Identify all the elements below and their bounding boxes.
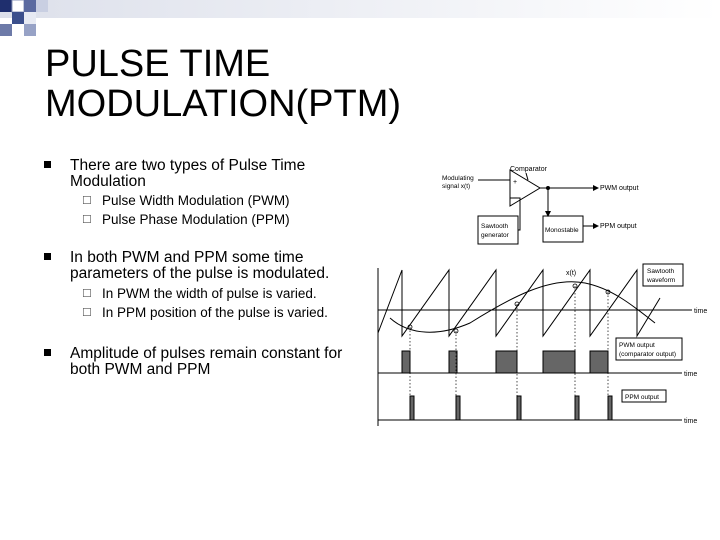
- ptm-figure: [370, 158, 715, 438]
- sawtooth-wave-label-2: waveform: [647, 277, 676, 284]
- pwm-wave-label-1: PWM output: [619, 342, 655, 349]
- pwm-output-label: PWM output: [600, 185, 639, 192]
- pwm-pulse: [590, 351, 608, 373]
- square-bullet-icon: [44, 161, 51, 168]
- title-line-2: MODULATION(PTM): [45, 83, 402, 125]
- pwm-pulse: [402, 351, 410, 373]
- modulating-signal-xt: [390, 282, 655, 333]
- sub-bullet-item: [44, 286, 354, 301]
- ppm-wave-label: PPM output: [625, 394, 659, 401]
- plus-sign: +: [513, 179, 518, 186]
- pwm-pulse: [496, 351, 517, 373]
- pwm-pulse: [543, 351, 575, 373]
- time-label-2: time: [684, 371, 698, 378]
- bullet-item: [44, 250, 354, 282]
- sub-bullet-text: Pulse Width Modulation (PWM): [102, 193, 290, 208]
- waveforms: [378, 264, 707, 426]
- ppm-pulse: [608, 396, 612, 420]
- ppm-pulse: [575, 396, 579, 420]
- bullet-text: In both PWM and PPM some time parameters of the pulse is modulated.: [70, 249, 330, 282]
- bullet-text: Amplitude of pulses remain constant for both PWM and PPM: [70, 345, 343, 378]
- block-diagram: [442, 166, 639, 244]
- sub-bullet-text: In PPM position of the pulse is varied.: [102, 305, 328, 320]
- square-bullet-icon: [44, 253, 51, 260]
- bullet-item: [44, 158, 354, 190]
- xt-label: x(t): [566, 270, 577, 277]
- sub-bullet-item: [44, 305, 354, 320]
- sawtooth-generator-box: [478, 216, 518, 244]
- comparator-pointer: [526, 173, 528, 180]
- comparator-label: Comparator: [510, 166, 547, 173]
- time-label-3: time: [684, 418, 698, 425]
- monostable-label: Monostable: [545, 227, 579, 234]
- checkbox-bullet-icon: ☐: [82, 288, 92, 300]
- bullet-item: [44, 346, 354, 378]
- corner-decoration: [0, 0, 720, 40]
- time-label-1: time: [694, 308, 708, 315]
- sub-bullet-text: Pulse Phase Modulation (PPM): [102, 212, 290, 227]
- sawtooth-gen-label-1: Sawtooth: [481, 223, 509, 230]
- ppm-pulse: [456, 396, 460, 420]
- bullet-text: There are two types of Pulse Time Modulation: [70, 157, 306, 190]
- ppm-output-label: PPM output: [600, 223, 637, 230]
- sawtooth-wave-label-1: Sawtooth: [647, 268, 675, 275]
- ppm-pulse: [517, 396, 521, 420]
- sub-bullet-text: In PWM the width of pulse is varied.: [102, 286, 317, 301]
- slide-title: [45, 44, 465, 124]
- checkbox-bullet-icon: ☐: [82, 214, 92, 226]
- ppm-pulse: [410, 396, 414, 420]
- minus-sign: −: [513, 195, 518, 202]
- input-label-2: signal x(t): [442, 183, 471, 190]
- title-line-1: PULSE TIME: [45, 43, 271, 85]
- bullet-list: [44, 158, 354, 378]
- checkbox-bullet-icon: ☐: [82, 195, 92, 207]
- square-bullet-icon: [44, 349, 51, 356]
- pwm-wave-label-2: (comparator output): [619, 351, 677, 358]
- sawtooth-gen-label-2: generator: [481, 232, 509, 239]
- input-label-1: Modulating: [442, 175, 474, 182]
- checkbox-bullet-icon: ☐: [82, 307, 92, 319]
- sub-bullet-item: [44, 212, 354, 227]
- sub-bullet-item: [44, 193, 354, 208]
